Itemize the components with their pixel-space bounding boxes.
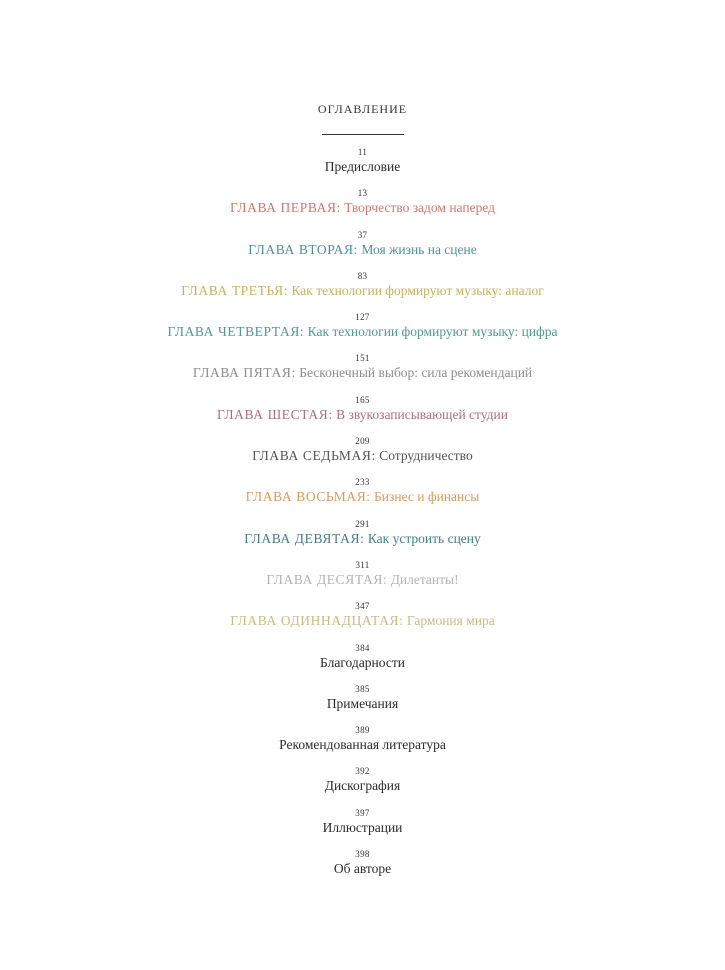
toc-entry[interactable]: [0, 309, 725, 350]
toc-entry[interactable]: [0, 516, 725, 557]
toc-entry[interactable]: [0, 474, 725, 515]
toc-chapter-number: ГЛАВА ЧЕТВЕРТАЯ:: [167, 324, 305, 340]
toc-chapter-number: ГЛАВА СЕДЬМАЯ:: [252, 448, 376, 464]
toc-entry-label: [0, 860, 725, 878]
toc-entry-title: Рекомендованная литература: [279, 737, 446, 753]
toc-entry-title: В звукозаписывающей студии: [336, 406, 508, 422]
toc-entry-title: Моя жизнь на сцене: [361, 241, 477, 257]
toc-page-number: 385: [355, 683, 370, 694]
toc-chapter-number: ГЛАВА ОДИННАДЦАТАЯ:: [230, 613, 404, 629]
toc-page-number: 398: [355, 849, 370, 860]
toc-page-number: 127: [355, 312, 370, 323]
toc-entry[interactable]: [0, 144, 725, 185]
toc-chapter-number: ГЛАВА ДЕВЯТАЯ:: [244, 530, 365, 546]
toc-entry-label: [0, 488, 725, 506]
toc-page-number: 209: [355, 436, 370, 447]
toc-entry-title: Благодарности: [320, 654, 405, 670]
toc-list: [0, 144, 725, 887]
toc-page-number: 384: [355, 642, 370, 653]
toc-entry-label: [0, 571, 725, 589]
toc-page-number: 291: [355, 518, 370, 529]
toc-header: [0, 100, 725, 135]
toc-entry-title: Бесконечный выбор: сила рекомендаций: [299, 365, 533, 381]
toc-entry-title: Сотрудничество: [379, 448, 473, 464]
toc-entry-label: [0, 654, 725, 672]
toc-entry[interactable]: [0, 185, 725, 226]
toc-page-number: 83: [357, 270, 368, 281]
toc-chapter-number: ГЛАВА ВТОРАЯ:: [248, 241, 358, 257]
toc-chapter-number: ГЛАВА ПЯТАЯ:: [192, 365, 296, 381]
toc-entry-label: [0, 199, 725, 217]
toc-chapter-number: ГЛАВА ВОСЬМАЯ:: [245, 489, 371, 505]
toc-entry-title: Бизнес и финансы: [374, 489, 480, 505]
toc-entry-label: [0, 364, 725, 382]
toc-entry-title: Дискография: [324, 778, 401, 794]
toc-entry-title: Предисловие: [324, 159, 401, 174]
toc-entry-title: Об авторе: [333, 861, 392, 877]
toc-entry[interactable]: [0, 557, 725, 598]
toc-title: ОГЛАВЛЕНИЕ: [317, 102, 408, 116]
toc-entry[interactable]: [0, 846, 725, 887]
toc-chapter-number: ГЛАВА ДЕСЯТАЯ:: [266, 571, 388, 587]
toc-entry-label: [0, 158, 725, 176]
toc-entry[interactable]: [0, 640, 725, 681]
toc-chapter-number: ГЛАВА ШЕСТАЯ:: [217, 406, 333, 422]
toc-entry-label: [0, 447, 725, 465]
toc-entry-label: [0, 530, 725, 548]
toc-entry-label: [0, 406, 725, 424]
toc-entry[interactable]: [0, 268, 725, 309]
toc-chapter-number: ГЛАВА ПЕРВАЯ:: [229, 200, 341, 216]
toc-entry-title: Творчество задом наперед: [344, 200, 496, 216]
toc-page-number: 389: [355, 725, 370, 736]
toc-entry-label: [0, 736, 725, 754]
toc-entry-title: Как технологии формируют музыку: аналог: [291, 282, 544, 298]
toc-entry-label: [0, 777, 725, 795]
toc-entry[interactable]: [0, 227, 725, 268]
toc-entry-title: Примечания: [326, 695, 399, 711]
toc-entry-label: [0, 819, 725, 837]
toc-page-number: 233: [355, 477, 370, 488]
toc-chapter-number: ГЛАВА ТРЕТЬЯ:: [181, 282, 289, 298]
toc-entry[interactable]: [0, 681, 725, 722]
toc-entry-title: Гармония мира: [406, 613, 495, 629]
toc-entry-title: Иллюстрации: [322, 819, 403, 835]
toc-entry[interactable]: [0, 598, 725, 639]
toc-entry[interactable]: [0, 350, 725, 391]
toc-entry-label: [0, 282, 725, 300]
toc-entry-label: [0, 241, 725, 259]
toc-entry-label: [0, 612, 725, 630]
toc-entry-title: Как устроить сцену: [367, 530, 481, 546]
toc-entry-title: Дилетанты!: [390, 571, 459, 587]
toc-entry-label: [0, 323, 725, 341]
toc-entry[interactable]: [0, 722, 725, 763]
toc-entry[interactable]: [0, 763, 725, 804]
toc-entry-label: [0, 695, 725, 713]
toc-page-number: 392: [355, 766, 370, 777]
toc-page-number: 13: [357, 188, 368, 199]
toc-page-number: 347: [355, 601, 370, 612]
title-underline: [322, 134, 404, 135]
toc-entry[interactable]: [0, 805, 725, 846]
toc-page-number: 151: [355, 353, 370, 364]
toc-page-number: 397: [355, 807, 370, 818]
toc-entry[interactable]: [0, 433, 725, 474]
toc-entry[interactable]: [0, 392, 725, 433]
toc-page-number: 311: [355, 559, 370, 570]
toc-page-number: 37: [357, 229, 368, 240]
toc-page-number: 11: [357, 147, 368, 157]
toc-entry-title: Как технологии формируют музыку: цифра: [307, 324, 558, 340]
toc-page-number: 165: [355, 394, 370, 405]
